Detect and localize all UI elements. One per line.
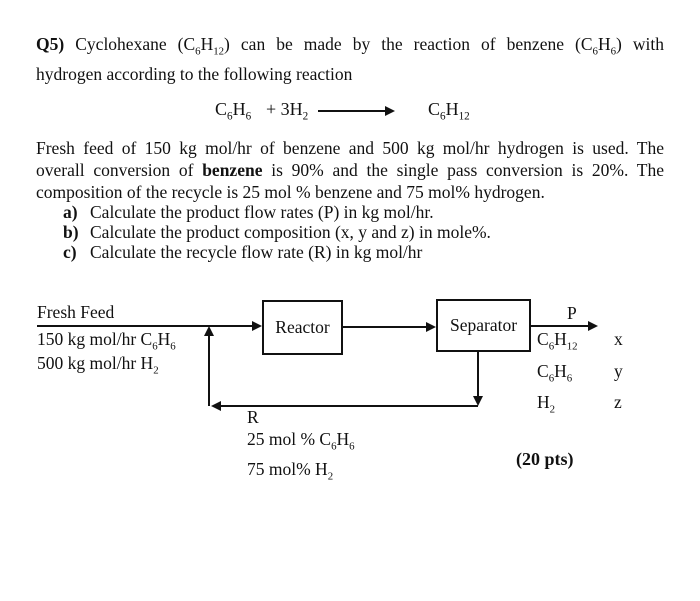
description-line2 [36,159,664,181]
description-line1: Fresh feed of 150 kg mol/hr of benzene and 500 kg mol/hr hydrogen is used. The [36,138,664,158]
task-a-label: a) [63,202,78,222]
product-fraction-y: y [614,360,623,381]
task-b-label: b) [63,222,79,242]
recycle-stream-labels [247,406,355,487]
task-c-label: c) [63,242,77,262]
equation-product-cyclohexane: $C_6H_{12}$ [428,99,470,123]
fresh-feed-benzene-rate: 150 kg mol/hr $C_6H_6$ [37,329,176,353]
task-a [63,202,491,222]
fresh-feed-hydrogen-rate: 500 kg mol/hr $H_2$ [37,353,159,377]
description-line2-before: overall conversion of [36,160,194,180]
description-line3: composition of the recycle is 25 mol % benzene and 75 mol% hydrogen. [36,182,545,202]
description-line2-after: is 90% and the single pass conversion is 20%. The [271,160,665,180]
problem-statement [36,33,664,85]
product-stream-label: P [567,303,577,323]
recycle-stream-label: R [247,407,259,427]
task-list [63,202,491,262]
product-fraction-x: x [614,329,623,349]
task-b-text: Calculate the product composition (x, y and z) in mole%. [90,222,491,242]
problem-statement-line2: hydrogen according to the following reaction [36,63,353,84]
reactor-box [262,300,343,355]
task-c-text: Calculate the recycle flow rate (R) in kg mol/hr [90,242,423,262]
task-a-text: Calculate the product flow rates (P) in kg mol/hr. [90,202,434,222]
separator-box [436,299,531,352]
fresh-feed-title: Fresh Feed [37,302,115,322]
problem-statement-line1 [36,33,664,63]
product-compound-hydrogen: $H_2$ [537,392,556,416]
equation-reactant-benzene: $C_6H_6$ [215,99,252,123]
product-fraction-z: z [614,392,622,412]
question-number: Q5) [36,34,65,54]
product-compound-cyclohexane: $C_6H_{12}$ [537,329,578,353]
recycle-benzene-comp: 25 mol % $C_6H_6$ [247,429,355,453]
product-composition-table [537,327,623,422]
points-badge: (20 pts) [516,449,574,469]
recycle-hydrogen-comp: 75 mol% $H_2$ [247,458,334,482]
process-description [36,137,664,203]
separator-label: Separator [449,315,518,335]
task-c [63,242,491,262]
equation-reactant-hydrogen: + $3H_2$ [266,99,309,123]
task-b [63,222,491,242]
reactor-label: Reactor [275,317,330,337]
product-compound-benzene: $C_6H_6$ [537,360,573,384]
benzene-bold: benzene [202,160,263,180]
problem-statement-text1: Cyclohexane $(C_6H_{12})$ can be made by the reaction of benzene $(C_6H_6)$ with [75,34,664,58]
